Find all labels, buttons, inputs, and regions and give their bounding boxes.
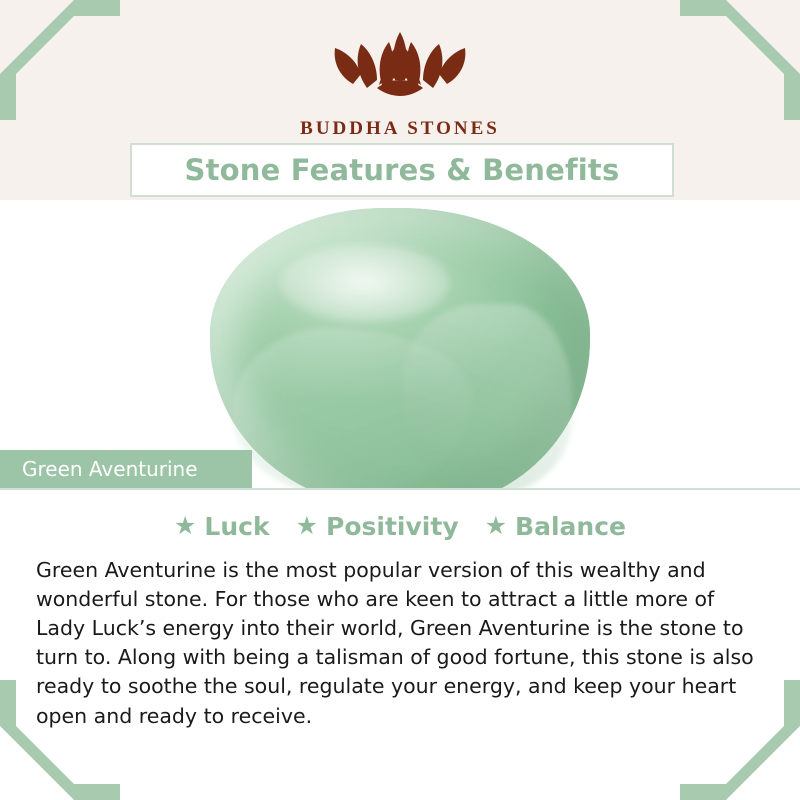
stone-photo: [16, 200, 784, 490]
title-banner: [130, 143, 674, 197]
benefit-label: Positivity: [326, 512, 459, 541]
divider: [0, 488, 800, 490]
lotus-meditation-icon: [315, 18, 485, 114]
benefit-item: [296, 512, 459, 541]
benefit-label: Balance: [515, 512, 626, 541]
brand-name: BUDDHA STONES: [300, 118, 500, 139]
stone-description: Green Aventurine is the most popular version of this wealthy and wonderful stone. For those who are keen to attract a little more of Lady Luck’s energy into their world, Green Aventurine is the stone to turn to. Along with being a talisman of good fortune, this stone is also ready to soothe the soul, regulate your energy, and keep your heart open and ready to receive.: [36, 558, 754, 728]
star-icon: ★: [295, 512, 319, 540]
stone-facet-right: [402, 304, 572, 490]
benefit-label: Luck: [204, 512, 270, 541]
frame-diagonal-inner-top-left: [0, 0, 74, 74]
page-title: Stone Features & Benefits: [184, 153, 620, 187]
frame-diagonal-inner-bottom-left: [0, 726, 74, 800]
stone-name-badge: [0, 450, 252, 488]
stone-name-label: Green Aventurine: [22, 457, 198, 481]
benefits-row: [0, 512, 800, 541]
star-icon: ★: [174, 512, 197, 540]
benefit-item: [485, 512, 626, 541]
stone-highlight: [280, 244, 450, 322]
benefit-item: [174, 512, 270, 541]
star-icon: ★: [484, 512, 508, 540]
frame-diagonal-inner-bottom-right: [726, 726, 800, 800]
brand-logo: [0, 18, 800, 140]
green-aventurine-stone-image: [210, 208, 590, 490]
frame-diagonal-inner-top-right: [726, 0, 800, 74]
